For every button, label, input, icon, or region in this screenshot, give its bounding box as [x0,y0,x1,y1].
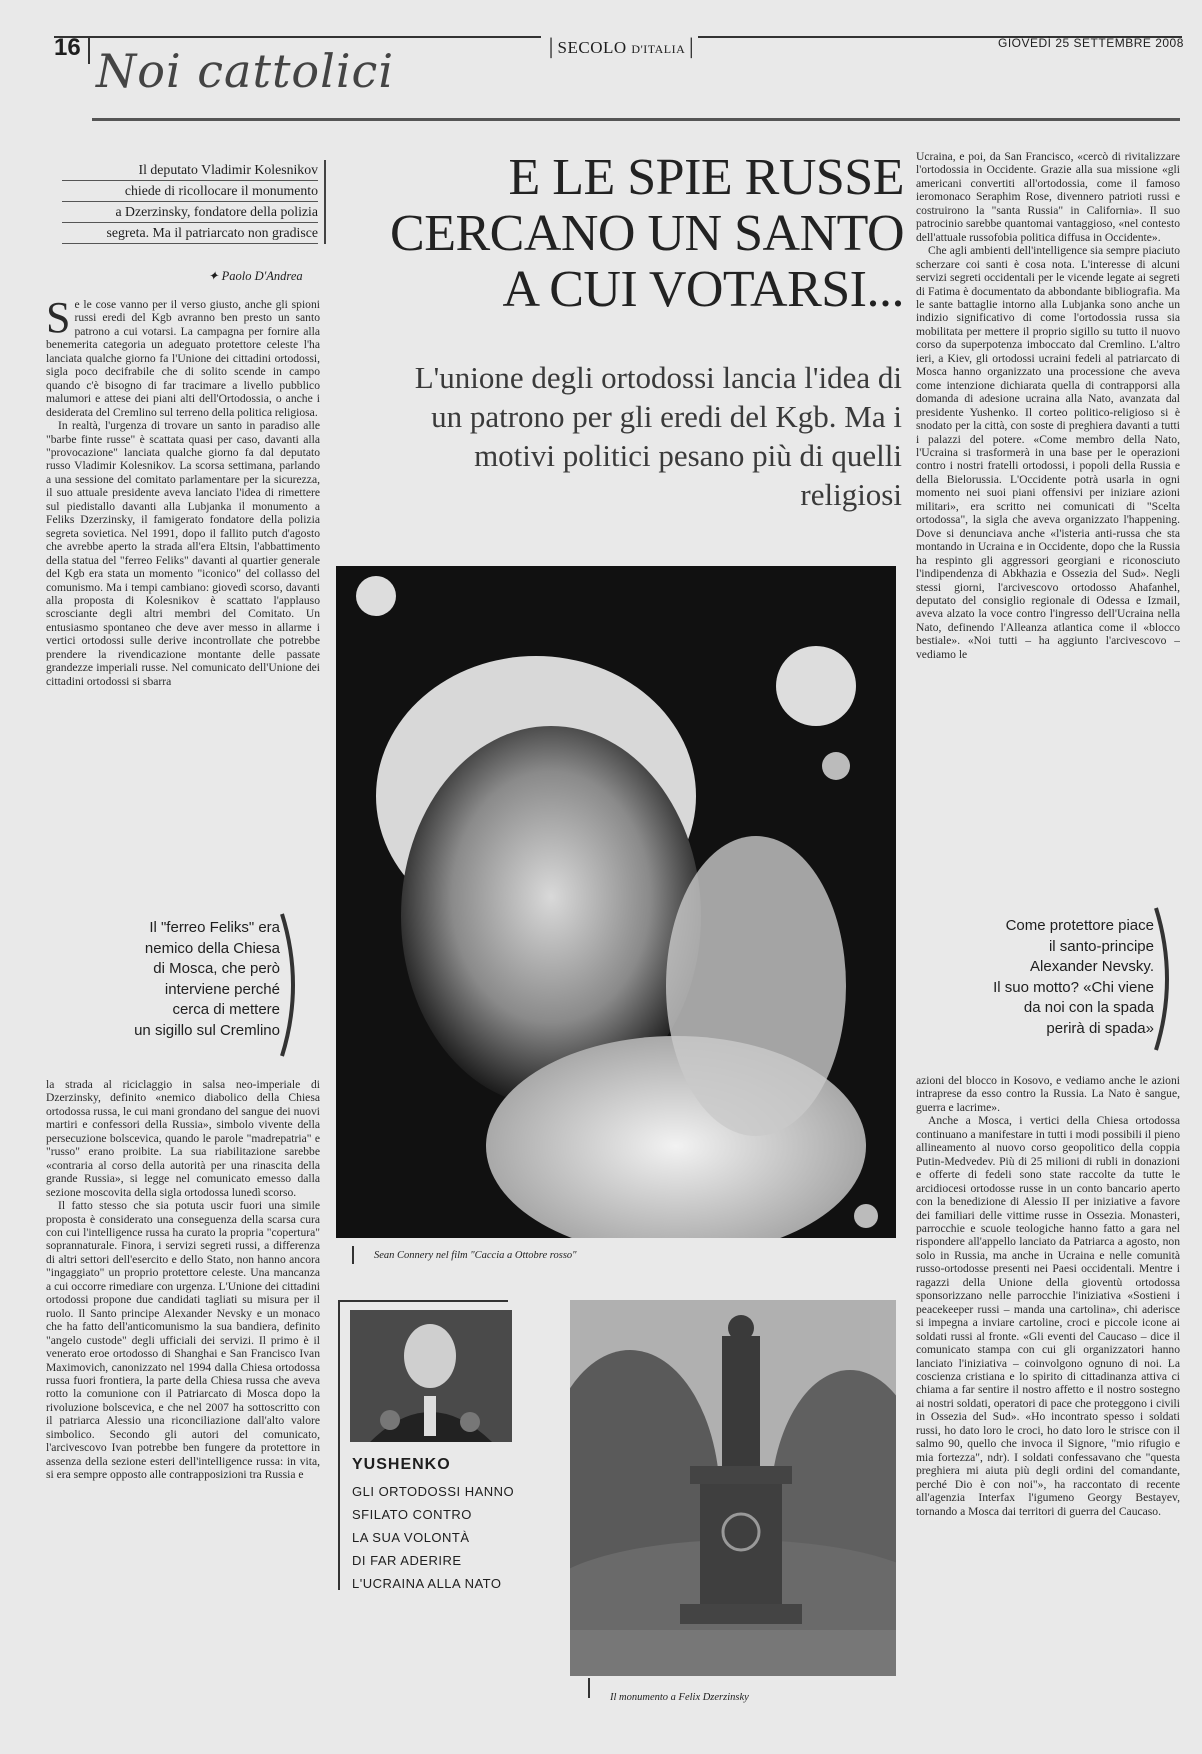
photo-yushenko-image [350,1310,512,1442]
newspaper-name: │SECOLO D'ITALIA│ [545,38,698,57]
pull-quote-line: un sigillo sul Cremlino [134,1021,280,1039]
header-vbar [88,36,90,64]
lead-line: a Dzerzinsky, fondatore della polizia [62,202,318,223]
photo-statue-image [570,1300,896,1676]
article-paragraph: Il fatto stesso che sia potuta uscir fuori una simile proposta è considerato una conseguenza della scarsa cura con cui l'intelligence russa ha curato la propria "copertura" soprannaturale. Finora, i servizi segreti russi, a differenza di altri settori dell'esercito e dello Stato, non hanno ancora "ingaggiato" un proprio protettore celeste. Una mancanza a cui occorre rimediare con urgenza. L'Unione dei cittadini ortodossi propone due candidati tagliati su misura per il ruolo. Il Santo principe Alexander Nevsky e un monaco che ha fatto dell'anticomunismo la sua bandiera, definito "angelo custode" degli ufficiali dei servizi. Il primo è il venerato eroe ortodosso di Shanghai e San Francisco Ivan Maximovich, canonizzato nel 1994 dalla Chiesa ortodossa russa fuori frontiera, la parte della Chiesa russa che aveva rotto la comunione con il Patriarcato di Mosca dopo la rivoluzione bolscevica, e che nel 2007 ha sottoscritto con il patriarca Alessio una riconciliazione dall'alto valore simbolico. Secondo gli autori del comunicato, l'arcivescovo Ivan potrebbe ben fungere da protettore in assenza della sezione esteri dell'intelligence russa: in vita, si era sempre opposto alle contrapposizioni tra Russia e [46,1199,320,1482]
yushenko-box-top-rule [338,1300,508,1302]
pull-quote-line: perirà di spada» [1046,1019,1154,1037]
yushenko-box-border [338,1300,340,1590]
page-number: 16 [54,34,81,61]
headline-line: E LE SPIE RUSSE [508,149,904,206]
lead-line: Il deputato Vladimir Kolesnikov [62,160,318,181]
yushenko-line: DI FAR ADERIRE [352,1553,462,1568]
yushenko-text [352,1480,514,1595]
newspaper-title: SECOLO [557,38,627,57]
headline [334,150,904,318]
yushenko-line: LA SUA VOLONTÀ [352,1530,470,1545]
lead-line: chiede di ricollocare il monumento [62,181,318,202]
yushenko-line: SFILATO CONTRO [352,1507,472,1522]
author-name: Paolo D'Andrea [221,269,303,283]
article-paragraph: Che agli ambienti dell'intelligence sia sempre piaciuto scherzare coi santi è cosa nota. L'interesse di alcuni servizi segreti occidentali per le vicende legate ai segreti di Fatima è documentato da abbondante bibliografia. Ma le sante battaglie intorno alla Lubjanka sono anche un indizio significativo di come l'ortodossia russa sia mobilitata per mettere il proprio sigillo su tutto il nuovo corso da superpotenza imboccato dal Cremlino. L'altro ieri, a Kiev, gli ortodossi ucraini fedeli al patriarcato di Mosca hanno organizzato una processione che aveva come intenzione dichiarata quella di contrapporsi alla domanda di adesione ucraina alla Nato, avanzata dal presidente Yushenko. Il corteo politico-religioso si è snodato per la città, con soste di preghiera davanti a tutti i palazzi del potere. «Come membro della Nato, l'Ucraina si trasformerà in una base per le operazioni contro i nostri fratelli ortodossi, i popoli della Russia e della Bielorussia. L'Occidente potrà usarla in ogni momento nei suoi piani offensivi per iniziare azioni militari», era scritto nei comunicati di "Scelta ortodossa", la sigla che aveva organizzato l'happening. Dove si denunciava anche «l'isteria anti-russa che sta montando in Ucraina e in Occidente, dopo che la Russia ha respinto gli aggressori georgiani e riconosciuto l'indipendenza di Abkhazia e Ossezia del Sud». Negli stessi giorni, l'arcivescovo ortodosso Ahafanhel, deputato del consiglio regionale di Odessa e Izmail, aveva alzato la voce contro l'ingresso dell'Ucraina nella Nato, definendo l'Alleanza atlantica come il «blocco bestiale». «Noi tutti – ha aggiunto l'arcivescovo – vediamo le [916,244,1180,661]
pull-quote-line: cerca di mettere [172,1001,280,1018]
photo-main-caption-bar [352,1246,354,1264]
article-paragraph: azioni del blocco in Kosovo, e vediamo anche le azioni intraprese da esso contro la Russia. La Nato è sangue, guerra e lacrime». [916,1074,1180,1114]
header-rule-left [54,36,541,38]
article-paragraph: la strada al riciclaggio in salsa neo-imperiale di Dzerzinsky, definito «nemico diabolico della Chiesa ortodossa russa, le cui mani grondano del sangue dei nuovi martiri e confessori della Russia», simbolo vivente della persecuzione bolscevica, quando le parole "madrepatria" e "russo" erano proibite. La sua riabilitazione sarebbe «contraria al corso della autorità per una rinascita della grande Russia», si legge nel comunicato emesso dalla sezione moscovita della sigla ortodossa lunedì scorso. [46,1078,320,1199]
pull-quote-line: da noi con la spada [1023,999,1154,1016]
lead-line: segreta. Ma il patriarcato non gradisce [62,223,318,244]
photo-statue-caption-bar [588,1678,590,1698]
author-byline: ✦ Paolo D'Andrea [208,269,303,283]
pull-quote-line: di Mosca, che però [153,960,280,977]
drop-cap: S [46,298,71,342]
pull-quote-left [96,918,280,1041]
article-column-1-top [46,298,320,888]
article-paragraph: In realtà, l'urgenza di trovare un santo in paradiso alle "barbe finte russe" è scattata quasi per caso, davanti alla "provocazione" lanciata qualche giorno fa dal deputato russo Vladimir Kolesnikov. La scorsa settimana, parlando a una sessione del comitato parlamentare per la sicurezza, il suo attuale presidente aveva lanciato l'idea di rimettere sul piedistallo davanti alla Lubjanka il monumento a Feliks Dzerzinsky, il famigerato fondatore della polizia segreta sovietica. Nel 1991, dopo il fallito putch d'agosto che avrebbe aperto la strada all'era Eltsin, l'abbattimento della statua del "ferreo Feliks" davanti al quartier generale del Kgb era stata un momento "iconico" del collasso del comunismo. Ma i tempi cambiano: giovedì scorso, davanti alla proposta di Kolesnikov è scattato l'applauso scrosciante degli altri membri del Comitato. Un entusiasmo spontaneo che deve aver messo in allarme i vertici ortodossi sulle derive incontrollate che potrebbe prendere la rivendicazione montante delle passate grandezze imperiali russe. Nel comunicato dell'Unione dei cittadini ortodossi si sbarra [46,419,320,688]
pull-quote-line: interviene perché [164,980,280,998]
header-rule-bottom [92,118,1180,121]
pull-quote-line: Alexander Nevsky. [1030,958,1154,975]
headline-line: CERCANO UN SANTO [390,205,904,262]
article-column-3-bottom [916,1074,1180,1714]
photo-main [336,566,896,1238]
headline-line: A CUI VOTARSI... [502,261,904,318]
pull-quote-right [960,916,1154,1039]
yushenko-title: YUSHENKO [352,1456,451,1473]
subheadline: L'unione degli ortodossi lancia l'idea di un patrono per gli eredi del Kgb. Ma i motivi politici pesano più di quelli religiosi [414,360,902,512]
photo-main-caption: Sean Connery nel film "Caccia a Ottobre rosso" [374,1250,577,1261]
article-paragraph: Ucraina, e poi, da San Francisco, «cercò di rivitalizzare l'ortodossia in Occidente. Grazie alla sua missione «gli americani convertiti all'ortodossia, come il famoso ieromonaco Seraphim Rose, divennero patrioti russi e costruirono la "santa Russia" in California». Il suo patrocinio sarebbe quantomai vantaggioso, «nel contesto dell'attuale russofobia politica diffusa in Occidente». [916,150,1180,244]
lead-box [62,160,326,244]
yushenko-line: GLI ORTODOSSI HANNO [352,1484,515,1499]
pull-quote-line: nemico della Chiesa [144,939,280,957]
photo-main-image [336,566,896,1238]
pull-quote-line: Come protettore piace [1005,917,1154,934]
pull-quote-line: Il "ferreo Feliks" era [149,919,280,936]
issue-date: GIOVEDÌ 25 SETTEMBRE 2008 [998,36,1184,50]
pull-quote-right-bracket [1150,904,1180,1054]
article-paragraph: e le cose vanno per il verso giusto, anche gli spioni russi eredi del Kgb avranno ben presto un santo patrono a cui votarsi. La campagna per fornire alla benemerita categoria un adeguato protettore celeste l'ha lanciata qualche giorno fa l'Unione dei cittadini ortodossi, sigla poco decifrabile che di solito scende in campo quando c'è bisogno di far tracimare a livello pubblico malumori e attese dei piani alti dell'Ortodossia, o anche i desiderata del Cremlino sul terreno della politica religiosa. [46,298,320,419]
photo-yushenko [350,1310,512,1442]
newspaper-suffix: D'ITALIA [631,42,686,56]
pull-quote-left-bracket [276,910,306,1060]
pull-quote-line: il santo-principe [1048,937,1154,955]
article-paragraph: Anche a Mosca, i vertici della Chiesa ortodossa continuano a manifestare in tutti i modi possibili il pieno allineamento al nuovo corso geopolitico della coppia Putin-Medvedev. Più di 25 milioni di rubli in donazioni e offerte di fedeli sono state raccolte da tutte le arcidiocesi ortodosse russe in un conto bancario aperto con la benedizione di Alessio II per iniziative a favore dei familiari delle vittime russe in Ossezia. Monasteri, parrocchie e scuole teologiche hanno fatto a gara nel rispondere all'appello lanciato da Patriarca a agosto, non solo in Russia, ma anche in Ucraina e nelle comunità russo-ortodosse presenti nei Paesi occidentali. Mentre i ragazzi della Unione della gioventù ortodossa sponsorizzano nelle parrocchie l'iniziativa «Sostieni i peacekeeper russi – manda una cartolina», chi aderisce si impegna a inviare cartoline, croci e piccole icone ai soldati russi al fronte. «Gli eventi del Caucaso – dice il comunicato stampa con cui gli organizzatori hanno lanciato l'iniziativa – coinvolgono ognuno di noi. La coscienza cristiana e lo spirito di cittadinanza attiva ci chiama a far sentire il nostro affetto e il nostro sostegno ai nostri soldati, operatori di pace che proteggono i civili in Ossezia del Sud». «Ho incontrato spesso i soldati russi, ho dato loro le croci, ho dato loro le strisce con il salmo 90, quello che invoca il Signore, "mio rifugio e mia fortezza", ndr). I soldati confessavano che "questa preghiera mi aiuta più degli ordini del comandante, perché Dio è con noi"», ha raccontato di recente all'agenzia Interfax l'igumeno Georgy Bestayev, tornando a Mosca dai territori di guerra del Caucaso. [916,1114,1180,1518]
photo-statue-caption: Il monumento a Felix Dzerzinsky [610,1692,749,1703]
article-column-1-bottom [46,1078,320,1708]
photo-statue [570,1300,896,1676]
yushenko-line: L'UCRAINA ALLA NATO [352,1576,502,1591]
pull-quote-line: Il suo motto? «Chi viene [993,978,1154,996]
section-title: Noi cattolici [96,44,395,98]
article-column-3-top [916,150,1180,890]
